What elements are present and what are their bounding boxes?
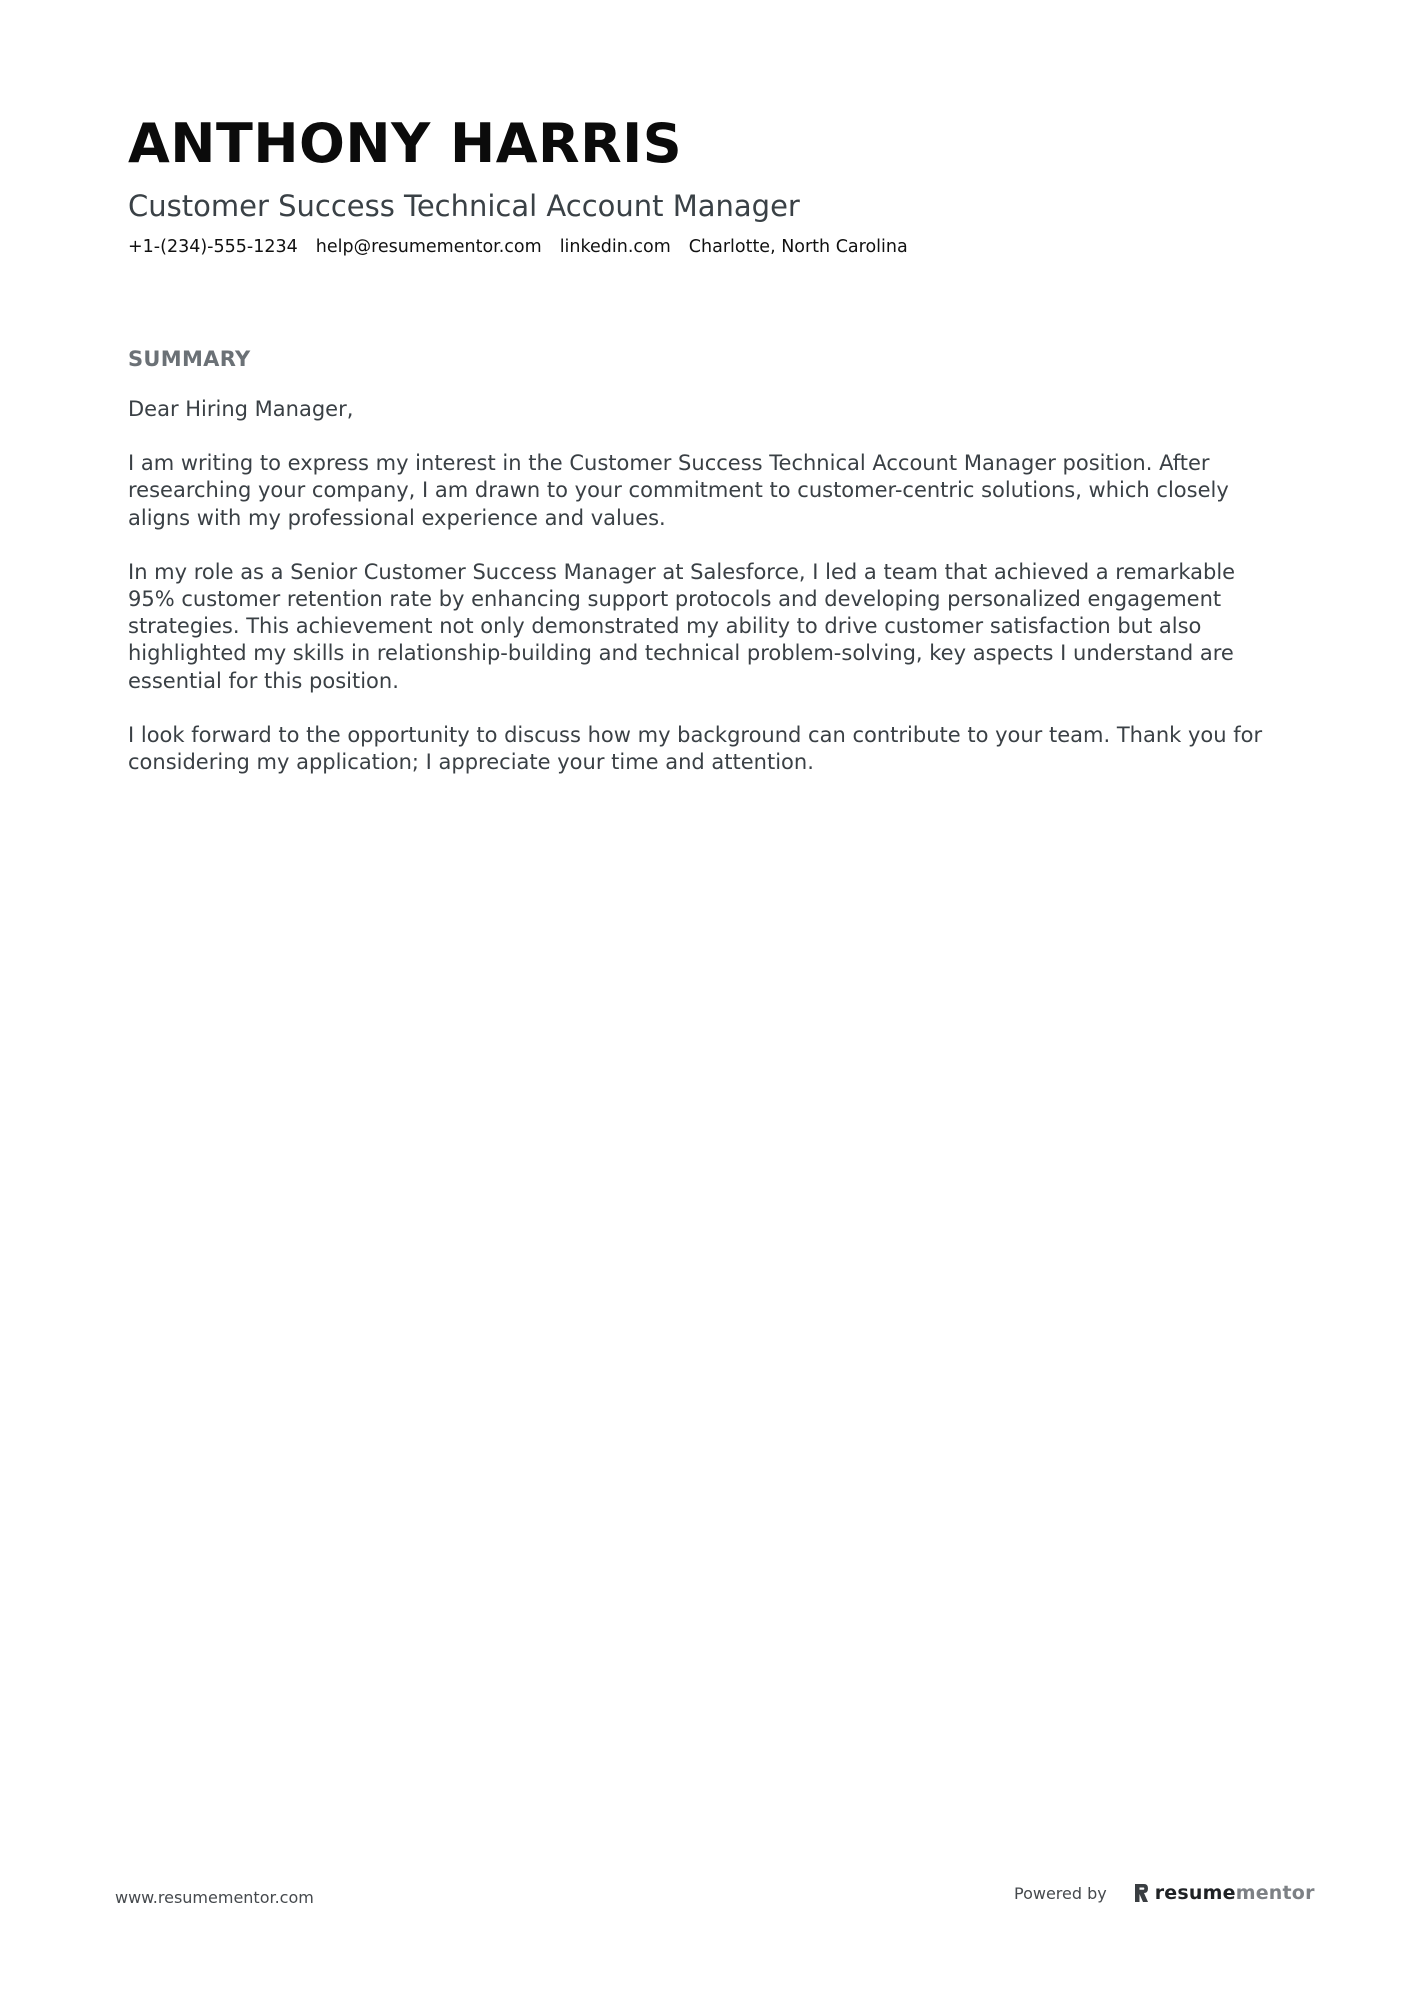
footer-branding — [1014, 1882, 1315, 1904]
summary-section — [128, 344, 1288, 803]
resume-header — [128, 112, 1288, 260]
letter-paragraph: I look forward to the opportunity to discuss how my background can contribute to your team. Thank you for considering my application; I appreciate your time and attention. — [128, 722, 1263, 775]
letter-paragraph: I am writing to express my interest in the Customer Success Technical Account Manager position. After researching your company, I am drawn to your commitment to customer-centric solutions, which closely aligns with my professional experience and values. — [128, 451, 1229, 530]
contact-location: Charlotte, North Carolina — [688, 237, 908, 257]
brand-name-part1: resume — [1154, 1882, 1236, 1904]
footer-website[interactable]: www.resumementor.com — [115, 1888, 314, 1907]
contact-linkedin[interactable]: linkedin.com — [559, 237, 671, 257]
candidate-name: ANTHONY HARRIS — [128, 112, 683, 175]
section-title: SUMMARY — [128, 347, 251, 371]
letter-body — [128, 396, 1288, 776]
contact-email[interactable]: help@resumementor.com — [315, 237, 542, 257]
salutation: Dear Hiring Manager, — [128, 397, 354, 421]
contact-info — [128, 234, 1288, 260]
powered-by-label: Powered by — [1014, 1883, 1107, 1903]
letter-paragraph: In my role as a Senior Customer Success Manager at Salesforce, I led a team that achieved a remarkable 95% customer retention rate by enhancing support protocols and developing personalized engagement strategies. This achievement not only demonstrated my ability to drive customer satisfaction but also highlighted my skills in relationship-building and technical problem-solving, key aspects I understand are essential for this position. — [128, 559, 1236, 693]
job-title: Customer Success Technical Account Manager — [128, 189, 800, 223]
brand-logo[interactable] — [1133, 1882, 1315, 1904]
brand-name-part2: mentor — [1235, 1882, 1315, 1904]
brand-name — [1155, 1882, 1315, 1904]
resumementor-logo-icon — [1133, 1883, 1149, 1903]
contact-phone: +1-(234)-555-1234 — [128, 237, 298, 257]
